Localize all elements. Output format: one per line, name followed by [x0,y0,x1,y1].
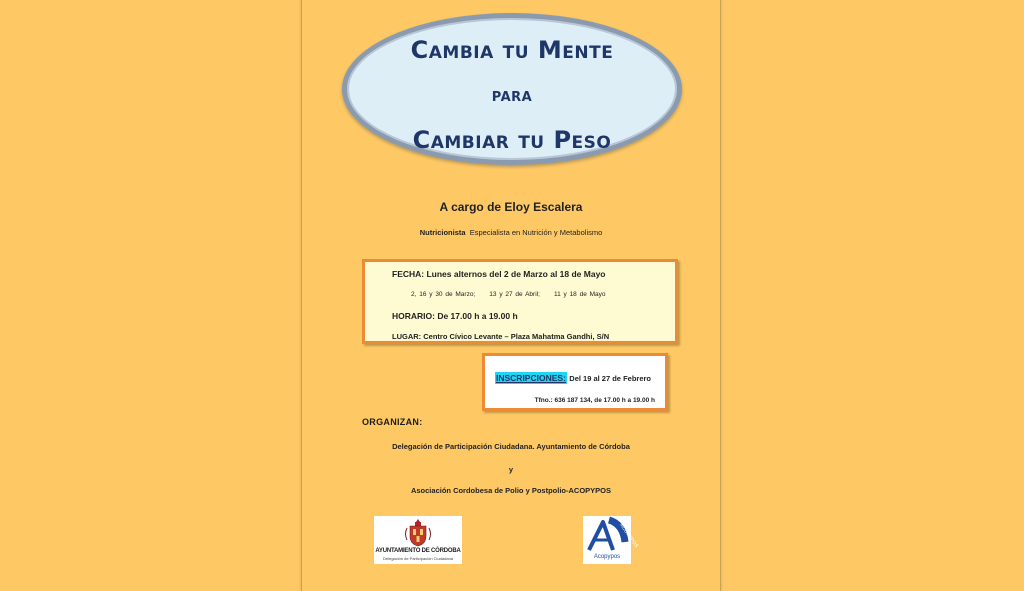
event-location: LUGAR: Centro Cívico Levante – Plaza Mahatma Gandhi, S/N [392,332,610,341]
coat-of-arms-icon [374,516,462,548]
ayuntamiento-logo-subtext: Delegación de Participación Ciudadana [382,556,454,561]
organizer-1: Delegación de Participación Ciudadana. Ayuntamiento de Córdoba [392,442,630,451]
title-line-1: Cambia tu Mente [410,36,614,64]
svg-text:ACOPYPOS: ACOPYPOS [618,522,640,550]
speaker-specialty-text: Especialista en Nutrición y Metabolismo [469,228,603,237]
days-march: 2, 16 y 30 de Marzo; [411,291,476,298]
registration-phone: Tfno.: 636 187 134, de 17.00 h a 19.00 h [534,397,655,404]
event-schedule: HORARIO: De 17.00 h a 19.00 h [392,311,518,321]
title-oval [342,13,682,165]
event-days [411,291,606,298]
title-line-3: Cambiar tu Peso [412,126,612,154]
registration-dates: Del 19 al 27 de Febrero [569,374,651,383]
acopypos-mark-icon [583,516,640,554]
title-line-2: para [491,84,533,106]
registration-box [482,353,668,411]
speaker-line: A cargo de Eloy Escalera [439,200,583,214]
registration-line [495,373,651,383]
speaker-specialty [302,228,720,237]
organizer-2: Asociación Cordobesa de Polio y Postpolio-ACOPYPOS [410,486,612,495]
organizers-heading: ORGANIZAN: [362,417,423,427]
event-date: FECHA: Lunes alternos del 2 de Marzo al 18 de Mayo [392,269,606,279]
days-may: 11 y 18 de Mayo [553,291,606,298]
acopypos-logo [583,516,640,564]
registration-label: INSCRIPCIONES: [496,373,566,383]
organizer-conjunction: y [508,465,514,474]
poster-page [301,0,721,591]
event-info-box [362,259,678,344]
ayuntamiento-logo-text: AYUNTAMIENTO DE CÓRDOBA [375,548,461,554]
days-april: 13 y 27 de Abril; [489,291,540,298]
acopypos-logo-text: Acopypos [593,554,621,560]
ayuntamiento-logo [374,516,462,564]
speaker-profession: Nutricionista [419,228,466,237]
